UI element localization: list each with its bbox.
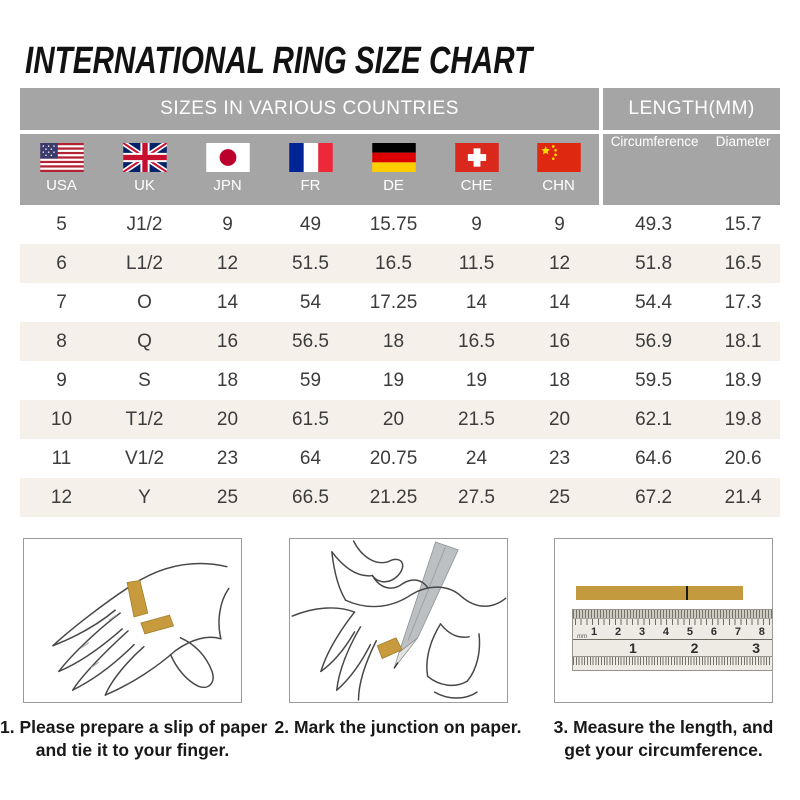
column-label: FR [300,177,321,194]
cell: 18.9 [724,369,762,391]
cell: S [138,369,151,391]
table-header-group-row [20,88,780,132]
cell: 15.75 [369,213,418,235]
cell: 18 [382,330,405,352]
cell: 16.5 [375,252,412,274]
cell: 12 [50,486,73,508]
cell: 16 [548,330,571,352]
cell: L1/2 [126,252,163,274]
cell: 9 [471,213,482,235]
hands-marking-paper-icon [290,539,507,702]
cell: 67.2 [635,486,673,508]
cell: 11 [51,447,72,469]
ruler-fine-ticks [573,610,772,619]
cell: 64.6 [635,447,673,469]
cell: 20.6 [724,447,762,469]
column-label: UK [134,177,155,194]
cell: 20 [382,408,405,430]
table-row [20,361,780,400]
cell: 20 [548,408,571,430]
cell: 16.5 [458,330,495,352]
cell: 9 [554,213,565,235]
cell: 25 [548,486,571,508]
column-uk [103,132,186,205]
cell: 62.1 [635,408,673,430]
column-label: USA [46,177,77,194]
page-title: INTERNATIONAL RING SIZE CHART [25,40,533,82]
cell: Y [138,486,151,508]
ring-size-table [20,88,780,517]
table-row [20,400,780,439]
step-1-caption: 1. Please prepare a slip of paper and tie it to your finger. [0,717,268,761]
column-usa [20,132,103,205]
cell: 27.5 [458,486,495,508]
cell: O [137,291,152,313]
cell: Q [137,330,152,352]
cell: 6 [56,252,67,274]
cell: V1/2 [124,447,165,469]
cell: 12 [216,252,239,274]
step-3-caption: 3. Measure the length, and get your circumference. [553,717,774,761]
cell: 23 [548,447,571,469]
step-3-illustration [554,538,773,703]
cell: 21.5 [458,408,495,430]
column-che [435,132,518,205]
step-2 [274,538,522,762]
cell: 16 [216,330,239,352]
cell: 5 [56,213,67,235]
table-header-country-row [20,132,780,205]
cell: 14 [465,291,488,313]
column-label: CHN [542,177,575,194]
cell: 18 [548,369,571,391]
table-row [20,322,780,361]
cell: 10 [50,408,73,430]
ruler-mm-label: mm [577,634,587,640]
column-jpn [186,132,269,205]
cell: 25 [216,486,239,508]
step-2-illustration [289,538,508,703]
cell: 51.5 [292,252,329,274]
ruler-bottom-ticks [573,656,772,665]
cell: 23 [216,447,239,469]
column-label: JPN [213,177,242,194]
measuring-steps [0,538,774,762]
column-label: DE [383,177,404,194]
column-de [352,132,435,205]
cell: 54 [299,291,322,313]
cell: 56.9 [635,330,673,352]
cell: 59 [299,369,322,391]
cell: 12 [548,252,571,274]
ruler-inch-numbers: 1 2 3 [629,640,760,656]
cell: T1/2 [125,408,164,430]
cell: 49 [299,213,322,235]
column-chn [518,132,601,205]
cell: 17.25 [369,291,418,313]
cell: 49.3 [635,213,673,235]
ruler-cm-numbers: mm 1 2 3 4 5 6 7 8 [573,625,772,639]
sizes-header: SIZES IN VARIOUS COUNTRIES [20,88,601,132]
cell: 11.5 [458,252,495,274]
flag-usa-icon [40,143,84,172]
cell: 19 [465,369,488,391]
hand-with-paper-strip-icon [24,539,241,702]
cell: 20 [216,408,239,430]
column-diameter: Diameter [706,132,780,205]
cell: 9 [222,213,233,235]
flag-japan-icon [206,143,250,172]
cell: 51.8 [635,252,673,274]
cell: 14 [548,291,571,313]
cell: 17.3 [724,291,762,313]
cell: 21.4 [724,486,762,508]
cell: 54.4 [635,291,673,313]
cell: J1/2 [126,213,163,235]
column-label: CHE [460,177,493,194]
step-2-caption: 2. Mark the junction on paper. [274,717,522,737]
column-circumference: Circumference [601,132,706,205]
step-3 [554,538,773,762]
cell: 21.25 [369,486,418,508]
cell: 64 [299,447,322,469]
table-row [20,478,780,517]
cell: 59.5 [635,369,673,391]
cell: 20.75 [369,447,418,469]
cell: 15.7 [724,213,762,235]
pen-mark [686,586,688,600]
length-header: LENGTH(MM) [601,88,780,132]
step-1 [0,538,268,762]
table-row [20,244,780,283]
flag-switzerland-icon [455,143,499,172]
paper-strip [576,586,743,600]
flag-france-icon [289,143,333,172]
cell: 61.5 [292,408,329,430]
flag-china-icon [537,143,581,172]
cell: 8 [56,330,67,352]
table-row [20,205,780,244]
cell: 18 [216,369,239,391]
table-row [20,439,780,478]
cell: 19.8 [724,408,762,430]
cell: 24 [465,447,488,469]
cell: 19 [382,369,405,391]
step-1-illustration [23,538,242,703]
cell: 16.5 [724,252,762,274]
flag-uk-icon [123,143,167,172]
column-fr [269,132,352,205]
cell: 7 [56,291,67,313]
cell: 14 [216,291,239,313]
cell: 56.5 [292,330,329,352]
cell: 18.1 [724,330,762,352]
cell: 9 [56,369,67,391]
flag-germany-icon [372,143,416,172]
cell: 66.5 [292,486,329,508]
ruler [572,609,773,671]
table-row [20,283,780,322]
